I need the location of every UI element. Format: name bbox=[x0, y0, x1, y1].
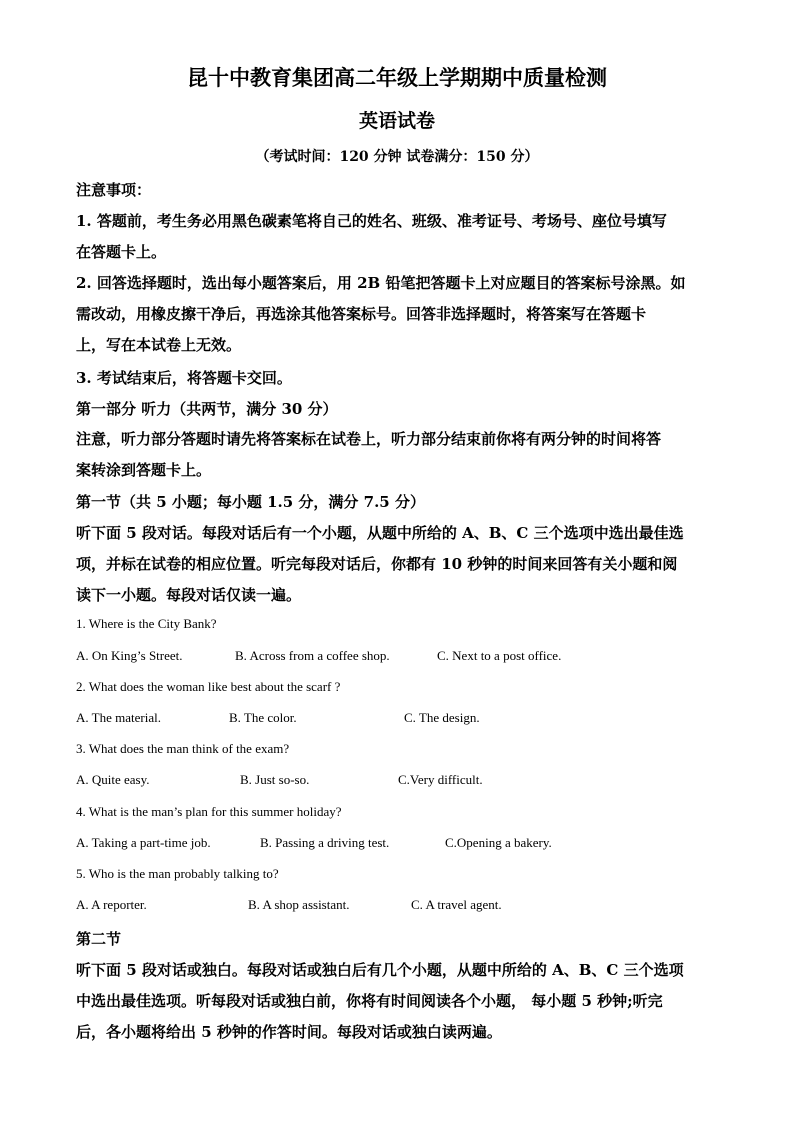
question-2-option-a: A. The material. bbox=[76, 710, 161, 725]
question-1: 1. Where is the City Bank? bbox=[76, 616, 217, 631]
question-2-option-c: C. The design. bbox=[404, 710, 480, 725]
section2-instruction-line: 中选出最佳选项。听每段对话或独白前，你将有时间阅读各个小题， 每小题 5 秒钟;听完 bbox=[76, 992, 663, 1010]
part1-note-line: 案转涂到答题卡上。 bbox=[76, 461, 212, 479]
question-4: 4. What is the man’s plan for this summer holiday? bbox=[76, 804, 342, 819]
question-1-option-c: C. Next to a post office. bbox=[437, 648, 562, 663]
question-3-option-a: A. Quite easy. bbox=[76, 772, 150, 787]
question-4-option-c: C.Opening a bakery. bbox=[445, 835, 552, 850]
part1-note-line: 注意，听力部分答题时请先将答案标在试卷上，听力部分结束前你将有两分钟的时间将答 bbox=[76, 430, 662, 448]
section1-instruction-line: 听下面 5 段对话。每段对话后有一个小题，从题中所给的 A、B、C 三个选项中选出最佳选 bbox=[76, 524, 684, 542]
exam-title: 昆十中教育集团高二年级上学期期中质量检测 bbox=[187, 65, 607, 90]
notes-heading: 注意事项： bbox=[76, 181, 152, 199]
question-4-option-b: B. Passing a driving test. bbox=[260, 835, 390, 850]
section1-heading: 第一节（共 5 小题；每小题 1.5 分，满分 7.5 分） bbox=[76, 493, 425, 511]
question-5: 5. Who is the man probably talking to? bbox=[76, 866, 279, 881]
question-1-option-b: B. Across from a coffee shop. bbox=[235, 648, 390, 663]
section2-instruction-line: 后，各小题将给出 5 秒钟的作答时间。每段对话或独白读两遍。 bbox=[76, 1023, 502, 1041]
question-3: 3. What does the man think of the exam? bbox=[76, 741, 290, 756]
section2-instruction-line: 听下面 5 段对话或独白。每段对话或独白后有几个小题，从题中所给的 A、B、C 三个选项 bbox=[76, 961, 684, 979]
question-5-option-a: A. A reporter. bbox=[76, 897, 147, 912]
part1-heading: 第一部分 听力（共两节，满分 30 分） bbox=[76, 400, 338, 418]
exam-subtitle: 英语试卷 bbox=[358, 110, 435, 132]
question-5-option-c: C. A travel agent. bbox=[411, 897, 502, 912]
question-1-option-a: A. On King’s Street. bbox=[76, 648, 183, 663]
exam-info: （考试时间：120 分钟 试卷满分：150 分） bbox=[255, 149, 539, 165]
section1-instruction-line: 读下一小题。每段对话仅读一遍。 bbox=[76, 586, 302, 604]
question-4-option-a: A. Taking a part-time job. bbox=[76, 835, 211, 850]
question-2-option-b: B. The color. bbox=[229, 710, 297, 725]
notes-line: 上，写在本试卷上无效。 bbox=[76, 336, 242, 354]
notes-line: 3. 考试结束后，将答题卡交回。 bbox=[76, 369, 292, 387]
section2-heading: 第二节 bbox=[76, 930, 122, 948]
section1-instruction-line: 项，并标在试卷的相应位置。听完每段对话后，你都有 10 秒钟的时间来回答有关小题和阅 bbox=[76, 555, 678, 573]
notes-line: 1. 答题前，考生务必用黑色碳素笔将自己的姓名、班级、准考证号、考场号、座位号填写 bbox=[76, 212, 667, 230]
notes-line: 2. 回答选择题时，选出每小题答案后，用 2B 铅笔把答题卡上对应题目的答案标号涂黑。如 bbox=[76, 274, 686, 292]
question-3-option-c: C.Very difficult. bbox=[398, 772, 483, 787]
notes-line: 需改动，用橡皮擦干净后，再选涂其他答案标号。回答非选择题时，将答案写在答题卡 bbox=[76, 305, 647, 323]
question-3-option-b: B. Just so-so. bbox=[240, 772, 310, 787]
question-5-option-b: B. A shop assistant. bbox=[248, 897, 350, 912]
notes-line: 在答题卡上。 bbox=[76, 243, 167, 261]
question-2: 2. What does the woman like best about the scarf ? bbox=[76, 679, 341, 694]
